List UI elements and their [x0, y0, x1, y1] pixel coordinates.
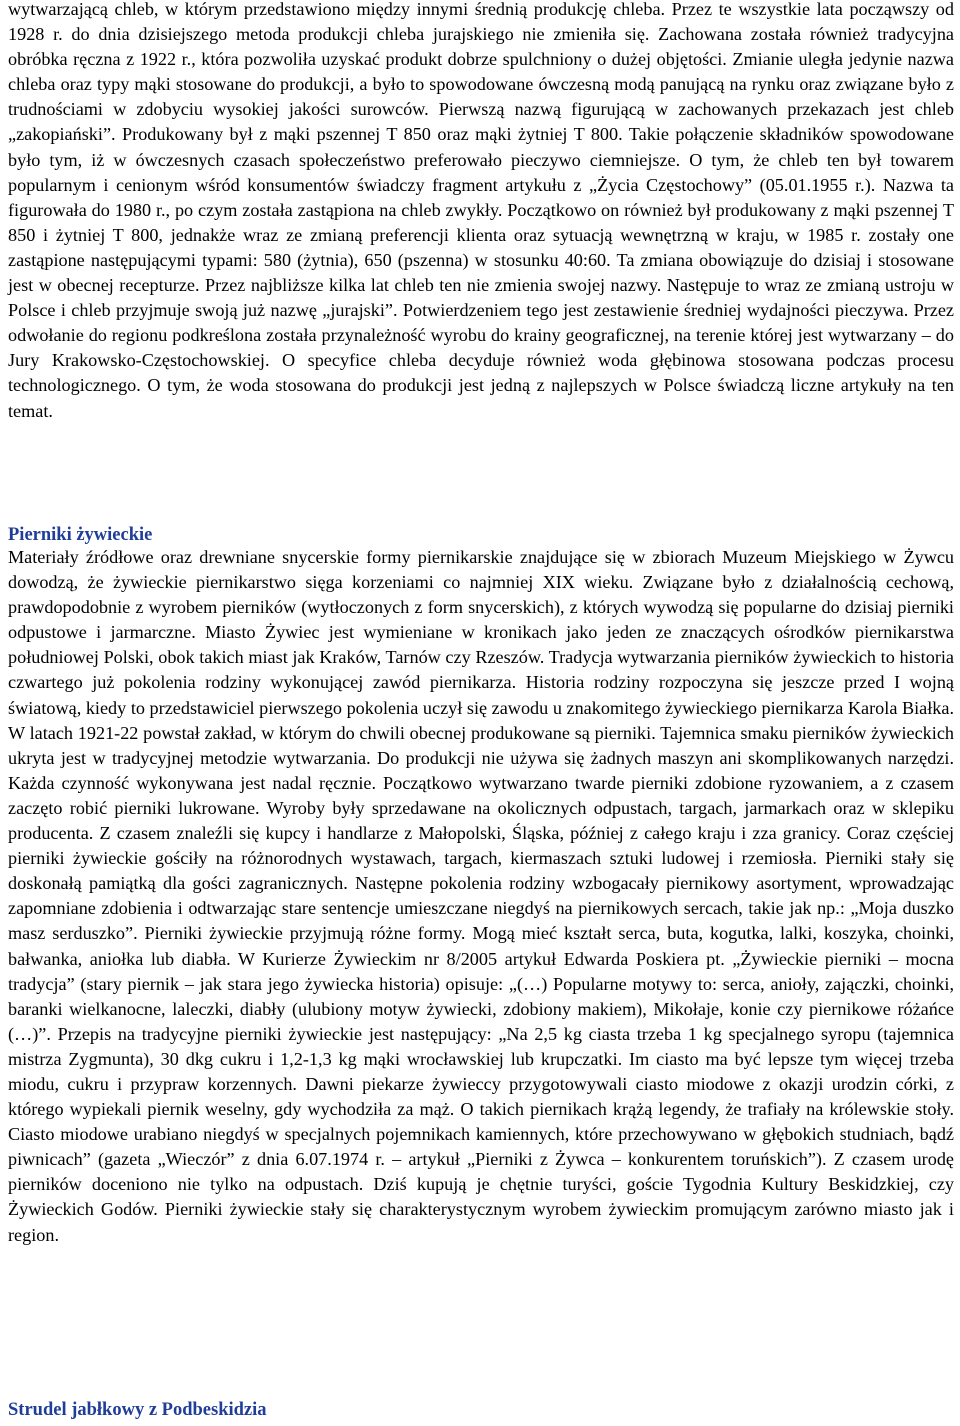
section-heading-pierniki-zywieckie: Pierniki żywieckie [8, 525, 153, 545]
paragraph-chleb-jurajski: wytwarzającą chleb, w którym przedstawiono między innymi średnią produkcję chleba. Przez te wszystkie lata począwszy od 1928 r. do dnia dzisiejszego metoda produkcji chleba jurajskiego nie zmieniła się. Zachowana została również tradycyjna obróbka ręczna z 1922 r., która pozwoliła uzyskać produkt dobrze spulchniony o dużej objętości. Zmianie uległa jedynie nazwa chleba oraz typy mąki stosowane do produkcji, a było to spowodowane ówczesną modą panującą na rynku oraz związane było z trudnościami w zdobyciu wysokiej jakości surowców. Pierwszą nazwą figurującą w zachowanych przekazach jest chleb „zakopiański”. Produkowany był z mąki pszennej T 850 oraz mąki żytniej T 800. Takie połączenie składników spowodowane było tym, iż w ówczesnych czasach społeczeństwo preferowało pieczywo ciemniejsze. O tym, że chleb ten był towarem popularnym i cenionym wśród konsumentów świadczy fragment artykułu z „Życia Częstochowy” (05.01.1955 r.). Nazwa ta figurowała do 1980 r., po czym została zastąpiona na chleb zwykły. Początkowo on również był produkowany z mąki pszennej T 850 i żytniej T 800, jednakże wraz ze zmianą preferencji klienta oraz sytuacją wewnętrzną w kraju, w 1985 r. zostały one zastąpione następującymi typami: 580 (żytnia), 650 (pszenna) w stosunku 40:60. Ta zmiana obowiązuje do dzisiaj i stosowane jest w obecnej recepturze. Przez najbliższe kilka lat chleb ten nie zmienia swojej nazwy. Następuje to wraz ze zmianą ustroju w Polsce i chleb przyjmuje swoją już nazwę „jurajski”. Potwierdzeniem tego jest zestawienie średniej wydajności pieczywa. Przez odwołanie do regionu podkreślona została przynależność wyrobu do krainy geograficznej, na terenie której jest wytwarzany – do Jury Krakowsko-Częstochowskiej. O specyfice chleba decyduje również woda głębinowa stosowana podczas procesu technologicznego. O tym, że woda stosowana do produkcji jest jedną z najlepszych w Polsce świadczą liczne artykuły na ten temat. [8, 0, 954, 421]
paragraph-pierniki-zywieckie: Materiały źródłowe oraz drewniane snycerskie formy piernikarskie znajdujące się w zbiorach Muzeum Miejskiego w Żywcu dowodzą, że żywieckie piernikarstwo sięga korzeniami co najmniej XIX wieku. Związane było z działalnością cechową, prawdopodobnie z wyrobem pierników (wytłoczonych z form snycerskich), z których wywodzą się popularne do dzisiaj pierniki odpustowe i jarmarczne. Miasto Żywiec jest wymieniane w kronikach jako jeden ze znaczących ośrodków piernikarstwa południowej Polski, obok takich miast jak Kraków, Tarnów czy Rzeszów. Tradycja wytwarzania pierników żywieckich to historia czwartego już pokolenia rodziny wykonującej zawód piernikarza. Historia rodziny rozpoczyna się jeszcze przed I wojną światową, kiedy to przedstawiciel pierwszego pokolenia uczył się zawodu u znakomitego żywieckiego piernikarza Karola Białka. W latach 1921-22 powstał zakład, w którym do chwili obecnej produkowane są pierniki. Tajemnica smaku pierników żywieckich ukryta jest w tradycyjnej metodzie wytwarzania. Do produkcji nie używa się żadnych maszyn ani skomplikowanych narzędzi. Każda czynność wykonywana jest nadal ręcznie. Początkowo wytwarzano twarde pierniki zdobione ryzowaniem, a z czasem zaczęto robić pierniki lukrowane. Wyroby były sprzedawane na okolicznych odpustach, targach, jarmarkach oraz w sklepiku producenta. Z czasem znaleźli się kupcy i handlarze z Małopolski, Śląska, później z całego kraju i zza granicy. Coraz częściej pierniki żywieckie gościły na różnorodnych wystawach, targach, kiermaszach sztuki ludowej i rzemiosła. Pierniki stały się doskonałą pamiątką dla gości zagranicznych. Następne pokolenia rodziny wzbogacały piernikowy asortyment, wprowadzając zapomniane zdobienia i odtwarzając stare sentencje umieszczane niegdyś na piernikowych sercach, takie jak np.: „Moja duszko masz serduszko”. Pierniki żywieckie przyjmują różne formy. Mogą mieć kształt serca, buta, kogutka, lalki, koszyka, choinki, bałwanka, aniołka lub diabła. W Kurierze Żywieckim nr 8/2005 artykuł Edwarda Poskiera pt. „Żywieckie pierniki – mocna tradycja” (stary piernik – jak stara jego żywiecka historia) opisuje: „(…) Popularne motywy to: serca, anioły, zajączki, choinki, baranki wielkanocne, laleczki, diabły (ulubiony motyw żywiecki, zdobiony makiem), Mikołaje, konie czy piernikowe różańce (…)”. Przepis na tradycyjne pierniki żywieckie jest następujący: „Na 2,5 kg ciasta trzeba 1 kg specjalnego syropu (tajemnica mistrza Zygmunta), 30 dkg cukru i 1,2-1,3 kg mąki wrocławskiej lub krupczatki. Im ciasto ma być lepsze tym więcej trzeba miodu, cukru i przypraw korzennych. Dawni piekarze żywieccy przygotowywali ciasto miodowe z okazji urodzin córki, z którego wypiekali piernik weselny, gdy wychodziła za mąż. O takich piernikach krążą legendy, że trafiały na królewskie stoły. Ciasto miodowe urabiano niegdyś w specjalnych pojemnikach kamiennych, które przechowywano w głębokich studniach, bądź piwnicach” (gazeta „Wieczór” z dnia 6.07.1974 r. – artykuł „Pierniki z Żywca – konkurentem toruńskich”). Z czasem urodę pierników doceniono nie tylko na odpustach. Dziś kupują je chętnie turyści, goście Tygodnia Kultury Beskidzkiej, czy Żywieckich Godów. Pierniki żywieckie stały się charakterystycznym wyrobem żywieckim promującym zarówno miasto jak i region. [8, 547, 954, 1245]
section-heading-strudel-jablkowy: Strudel jabłkowy z Podbeskidzia [8, 1400, 267, 1420]
